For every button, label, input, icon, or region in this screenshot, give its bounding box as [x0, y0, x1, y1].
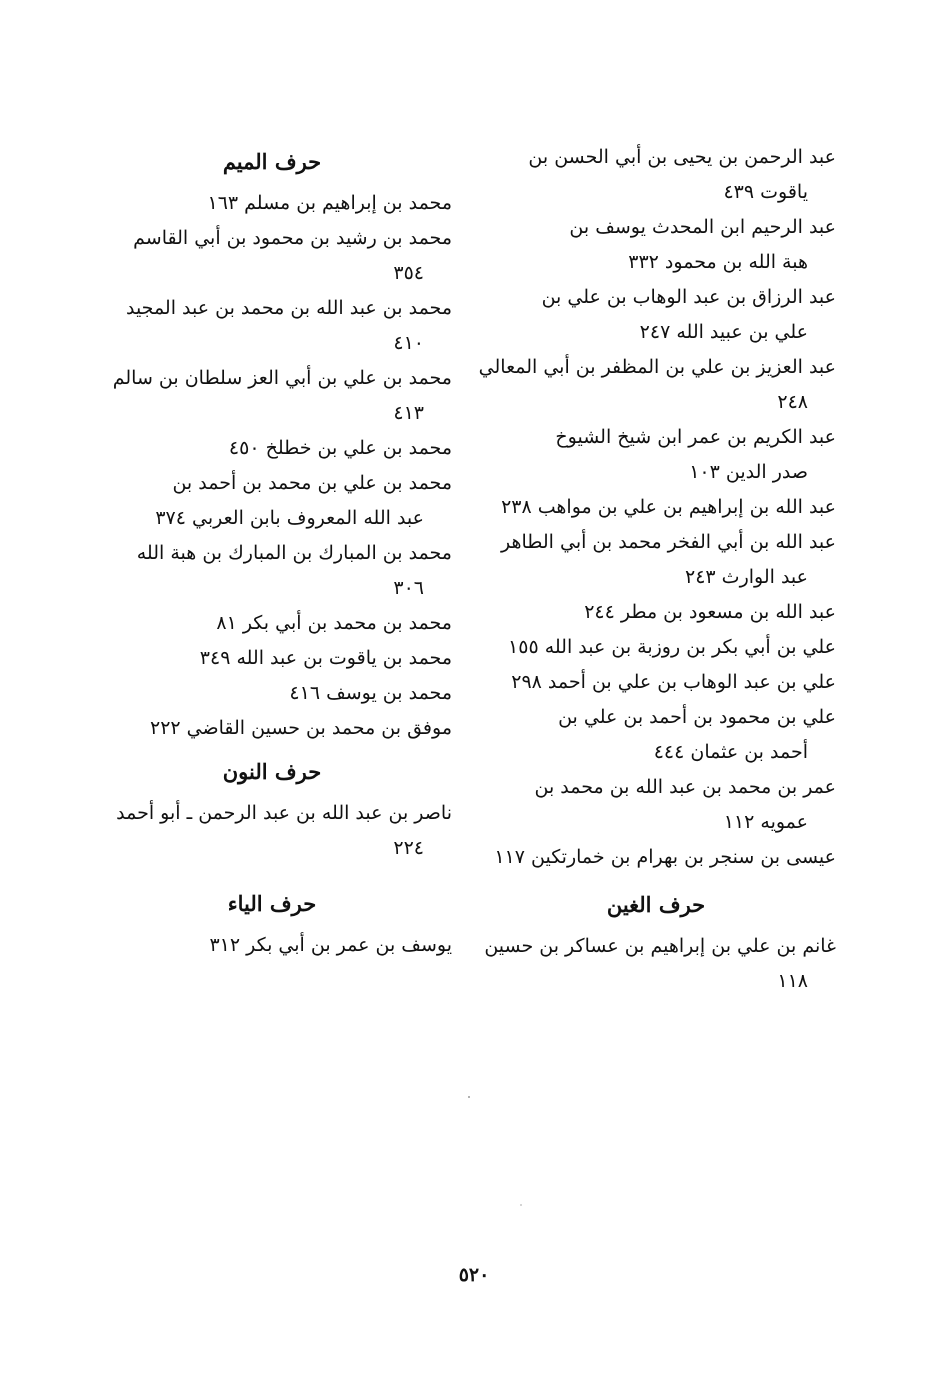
index-entry: عبد الرحمن بن يحيى بن أبي الحسن بن ياقوت ٤٣٩: [528, 146, 836, 203]
entries-list-noon: [92, 796, 452, 866]
entries-list-meem: [92, 186, 452, 746]
index-column-left: [92, 140, 452, 963]
entries-list-ghayn: [476, 929, 836, 999]
index-entry: عيسى بن سنجر بن بهرام بن خمارتكين ١١٧: [494, 846, 836, 868]
index-entry: عبد الرحيم ابن المحدث يوسف بن هبة الله بن محمود ٣٣٢: [569, 216, 836, 273]
index-entry: علي بن أبي بكر بن روزبة بن عبد الله ١٥٥: [508, 636, 836, 658]
index-entry: عبد الله بن أبي الفخر محمد بن أبي الطاهر عبد الوارث ٢٤٣: [501, 531, 836, 588]
index-entry: محمد بن رشيد بن محمود بن أبي القاسم ٣٥٤: [133, 227, 452, 284]
section-heading-meem: حرف الميم: [222, 149, 322, 174]
index-entry: موفق بن محمد بن حسين القاضي ٢٢٢: [149, 717, 452, 739]
index-entry: محمد بن المبارك بن المبارك بن هبة الله ٣٠٦: [136, 542, 452, 599]
index-entry: عبد الكريم بن عمر ابن شيخ الشيوخ صدر الدين ١٠٣: [555, 426, 836, 483]
index-entry: عبد الله بن مسعود بن مطر ٢٤٤: [584, 601, 836, 623]
index-entry: محمد بن إبراهيم بن مسلم ١٦٣: [207, 192, 452, 214]
index-entry: عبد الله بن إبراهيم بن علي بن مواهب ٢٣٨: [501, 496, 836, 518]
section-heading-yaa: حرف الياء: [227, 891, 317, 916]
index-entry: محمد بن علي بن خطلخ ٤٥٠: [228, 437, 452, 459]
index-entry: محمد بن علي بن أبي العز سلطان بن سالم ٤١٣: [112, 367, 452, 424]
entries-list-yaa: [92, 928, 452, 963]
index-entry: غانم بن علي بن إبراهيم بن عساكر بن حسين ١١٨: [484, 935, 836, 992]
index-entry: يوسف بن عمر بن أبي بكر ٣١٢: [209, 934, 452, 956]
index-entry: محمد بن ياقوت بن عبد الله ٣٤٩: [199, 647, 452, 669]
index-entry: عبد العزيز بن علي بن المظفر بن أبي المعالي ٢٤٨: [478, 356, 836, 413]
index-entry: محمد بن عبد الله بن محمد بن عبد المجيد ٤١٠: [125, 297, 452, 354]
entries-list-ayn: [476, 140, 836, 875]
index-entry: ناصر بن عبد الله بن عبد الرحمن ـ أبو أحمد ٢٢٤: [116, 802, 452, 859]
index-entry: عمر بن محمد بن عبد الله بن محمد بن عمويه ١١٢: [534, 776, 836, 833]
page-number: ٥٢٠: [458, 1264, 490, 1286]
index-entry: محمد بن يوسف ٤١٦: [289, 682, 452, 704]
scan-speck: [520, 1204, 522, 1206]
section-heading-ghayn: حرف الغين: [606, 892, 706, 917]
index-entry: علي بن عبد الوهاب بن علي بن أحمد ٢٩٨: [511, 671, 836, 693]
index-entry: علي بن محمود بن أحمد بن علي بن أحمد بن عثمان ٤٤٤: [558, 706, 836, 763]
index-entry: محمد بن علي بن محمد بن أحمد بن عبد الله المعروف بابن العربي ٣٧٤: [155, 472, 452, 529]
index-entry: عبد الرزاق بن عبد الوهاب بن علي بن علي بن عبيد الله ٢٤٧: [541, 286, 836, 343]
index-entry: محمد بن محمد بن أبي بكر ٨١: [216, 612, 452, 634]
section-heading-noon: حرف النون: [222, 759, 322, 784]
index-column-right: [476, 140, 836, 999]
scan-speck: [468, 1096, 470, 1098]
